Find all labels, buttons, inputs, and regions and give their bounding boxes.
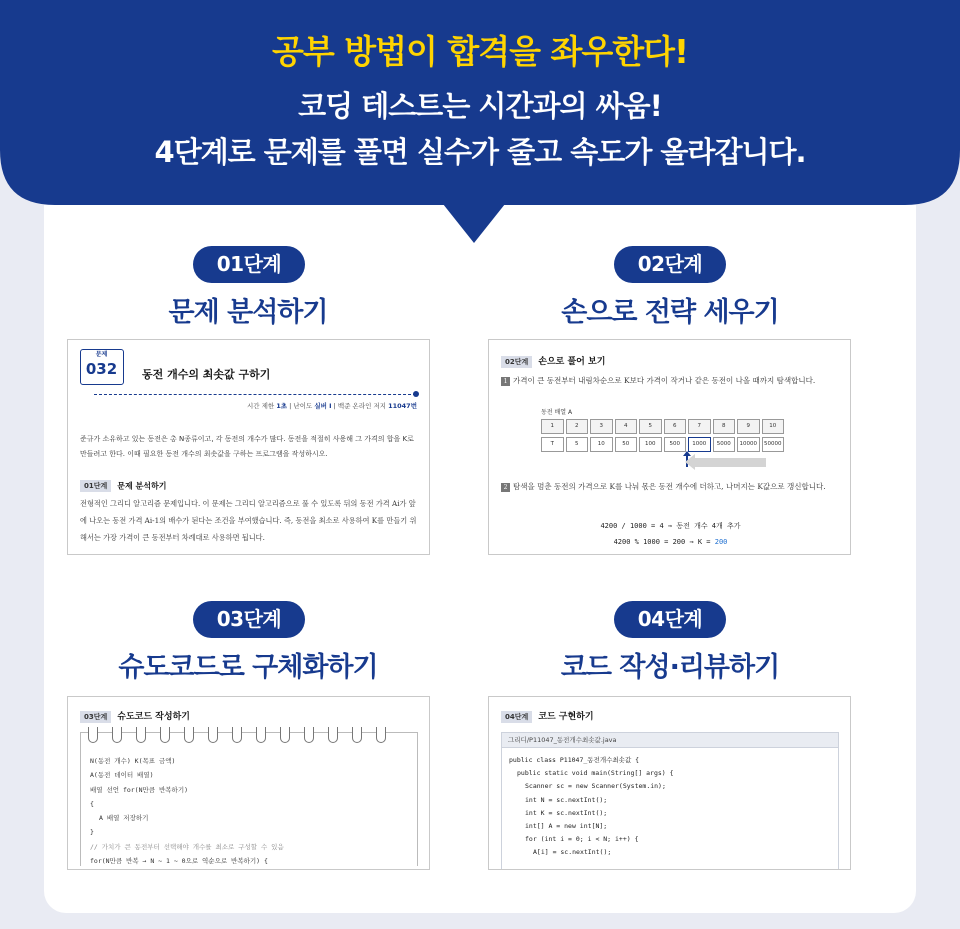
card4-tag: 04단계: [501, 711, 532, 723]
strategy-step-1: [501, 373, 841, 388]
meta-level-label: 난이도: [293, 402, 313, 410]
step-02-title: 손으로 전략 세우기: [561, 297, 779, 328]
array-value: 5000: [713, 437, 736, 452]
ring-icon: [304, 727, 314, 743]
code-file-name: 그리디/P11047_동전개수최솟값.java: [501, 732, 839, 748]
array-index-row: [541, 419, 786, 434]
pseudo-line: {: [90, 799, 94, 808]
pseudo-line: for(N만큼 반복 → N ~ 1 ~ 0으로 역순으로 반복하기) {: [90, 857, 268, 866]
card3-head: 슈도코드 작성하기: [117, 712, 190, 722]
array-index: 4: [615, 419, 638, 434]
banner-pointer: [0, 0, 960, 250]
problem-description: 준규가 소유하고 있는 동전은 총 N종류이고, 각 동전의 개수가 많다. 동전을 적절히 사용해 그 가격의 합을 K로 만들려고 한다. 이때 필요한 동전 개수의 최솟값을 구하는 프로그램을 작성하시오.: [80, 435, 414, 458]
strategy-step-2: [501, 479, 841, 494]
meta-time: 1초: [276, 402, 288, 410]
card2-heading: [501, 354, 605, 368]
code-line: int[] A = new int[N];: [525, 822, 608, 831]
pseudo-line: 배열 선언 for(N만큼 반복하기): [90, 785, 189, 794]
code-line: for (int i = 0; i < N; i++) {: [525, 835, 639, 844]
problem-number: 032: [85, 360, 118, 378]
step-1-badge: 1: [501, 377, 510, 386]
ring-icon: [208, 727, 218, 743]
ring-icon: [232, 727, 242, 743]
ring-icon: [88, 727, 98, 743]
calc-line-1: 4200 / 1000 = 4 ⇒ 동전 개수 4개 추가: [600, 522, 741, 530]
step-03-pill: 03단계: [193, 601, 305, 638]
divider-dot: [413, 391, 419, 397]
analysis-body: 전형적인 그리디 알고리즘 문제입니다. 이 문제는 그리디 알고리즘으로 풀 수 있도록 뒤의 동전 가격 Ai가 앞에 나오는 동전 가격 Ai-1의 배수가 된다는 조건을 부여했습니다. 즉, 동전을 최소로 사용하여 K를 만들기 위해서는 가장 가격이 큰 동전부터 차례대로 사용하면 됩니다.: [80, 499, 417, 542]
card2-tag: 02단계: [501, 356, 532, 368]
headline-line3: 4단계로 문제를 풀면 실수가 줄고 속도가 올라갑니다.: [154, 135, 806, 169]
array-index: 1: [541, 419, 564, 434]
search-direction-arrow-icon: [694, 458, 766, 467]
headline-yellow: 공부 방법이 합격을 좌우한다!: [271, 32, 689, 71]
card3-tag: 03단계: [80, 711, 111, 723]
code-line: public static void main(String[] args) {: [517, 769, 674, 778]
step-01-title: 문제 분석하기: [168, 297, 328, 328]
array-value: 50000: [762, 437, 785, 452]
step-2-badge: 2: [501, 483, 510, 492]
card-pseudocode: [67, 696, 430, 870]
analysis-heading: [80, 480, 166, 492]
step-04-pill: 04단계: [614, 601, 726, 638]
ring-icon: [136, 727, 146, 743]
pseudo-comment: // 가치가 큰 동전부터 선택해야 개수를 최소로 구성할 수 있음: [90, 842, 284, 851]
array-value: 5: [566, 437, 589, 452]
calc-line-2: [489, 538, 851, 546]
calc-line-2-text: 4200 % 1000 = 200 ⇒ K =: [613, 538, 715, 546]
step-04-title: 코드 작성·리뷰하기: [560, 652, 780, 683]
step-1-text: 가격이 큰 동전부터 내림차순으로 K보다 가격이 작거나 같은 동전이 나올 때까지 탐색합니다.: [513, 376, 816, 385]
card2-head: 손으로 풀어 보기: [538, 357, 606, 367]
notepad-rings: [88, 727, 400, 743]
array-index: 5: [639, 419, 662, 434]
pseudo-line: N(동전 개수) K(목표 금액): [90, 757, 176, 765]
meta-judge: 백준 온라인 저지: [337, 402, 387, 410]
card-code-implementation: [488, 696, 851, 870]
array-index: 3: [590, 419, 613, 434]
step-2-text: 탐색을 멈춘 동전의 가격으로 K를 나눠 몫은 동전 개수에 더하고, 나머지는 K값으로 갱신합니다.: [513, 482, 826, 491]
headline-line2: 코딩 테스트는 시간과의 싸움!: [298, 89, 662, 123]
problem-meta: 시간 제한 1초 | 난이도 실버 I | 백준 온라인 저지 11047번: [247, 402, 417, 410]
array-label: 동전 배열 A: [541, 409, 573, 416]
ring-icon: [328, 727, 338, 743]
meta-time-label: 시간 제한: [247, 402, 275, 410]
array-value: 500: [664, 437, 687, 452]
pseudo-line: }: [90, 828, 94, 837]
code-line: int K = sc.nextInt();: [525, 808, 608, 817]
array-index: 8: [713, 419, 736, 434]
array-value: T: [541, 437, 564, 452]
array-value: 50: [615, 437, 638, 452]
step-02-pill: 02단계: [614, 246, 726, 283]
step-01-pill: 01단계: [193, 246, 305, 283]
array-value: 100: [639, 437, 662, 452]
problem-title: 동전 개수의 최솟값 구하기: [142, 368, 271, 381]
array-index: 10: [762, 419, 785, 434]
array-value-row: [541, 437, 786, 452]
meta-problem: 11047번: [388, 402, 417, 410]
ring-icon: [376, 727, 386, 743]
ring-icon: [160, 727, 170, 743]
ring-icon: [352, 727, 362, 743]
card3-heading: [80, 709, 190, 723]
code-block: [501, 748, 839, 870]
ring-icon: [184, 727, 194, 743]
array-value: 10000: [737, 437, 760, 452]
array-index: 9: [737, 419, 760, 434]
pseudo-line: A(동전 데이터 배열): [90, 771, 154, 780]
ring-icon: [112, 727, 122, 743]
dashed-divider: [94, 394, 416, 395]
problem-label: 문제: [95, 351, 108, 358]
code-line: A[i] = sc.nextInt();: [533, 848, 612, 857]
code-line: Scanner sc = new Scanner(System.in);: [525, 782, 666, 791]
array-value-selected: 1000: [688, 437, 711, 452]
array-value: 10: [590, 437, 613, 452]
ring-icon: [280, 727, 290, 743]
code-line: int N = sc.nextInt();: [525, 795, 608, 804]
array-index: 7: [688, 419, 711, 434]
meta-level: 실버 I: [314, 402, 332, 410]
pseudocode-block: [90, 754, 284, 868]
problem-number-box: [80, 349, 124, 385]
array-index: 6: [664, 419, 687, 434]
card-problem-analysis: [67, 339, 430, 555]
analysis-title: 문제 분석하기: [117, 481, 167, 491]
card4-head: 코드 구현하기: [538, 712, 594, 722]
pseudo-line: A 배열 저장하기: [99, 814, 149, 823]
card-hand-strategy: [488, 339, 851, 555]
calc-result: 200: [714, 538, 728, 546]
ring-icon: [256, 727, 266, 743]
code-line: public class P11047_동전개수최솟값 {: [509, 756, 640, 764]
analysis-tag: 01단계: [80, 480, 111, 492]
array-index: 2: [566, 419, 589, 434]
card4-heading: [501, 709, 594, 723]
step-03-title: 슈도코드로 구체화하기: [118, 652, 378, 683]
